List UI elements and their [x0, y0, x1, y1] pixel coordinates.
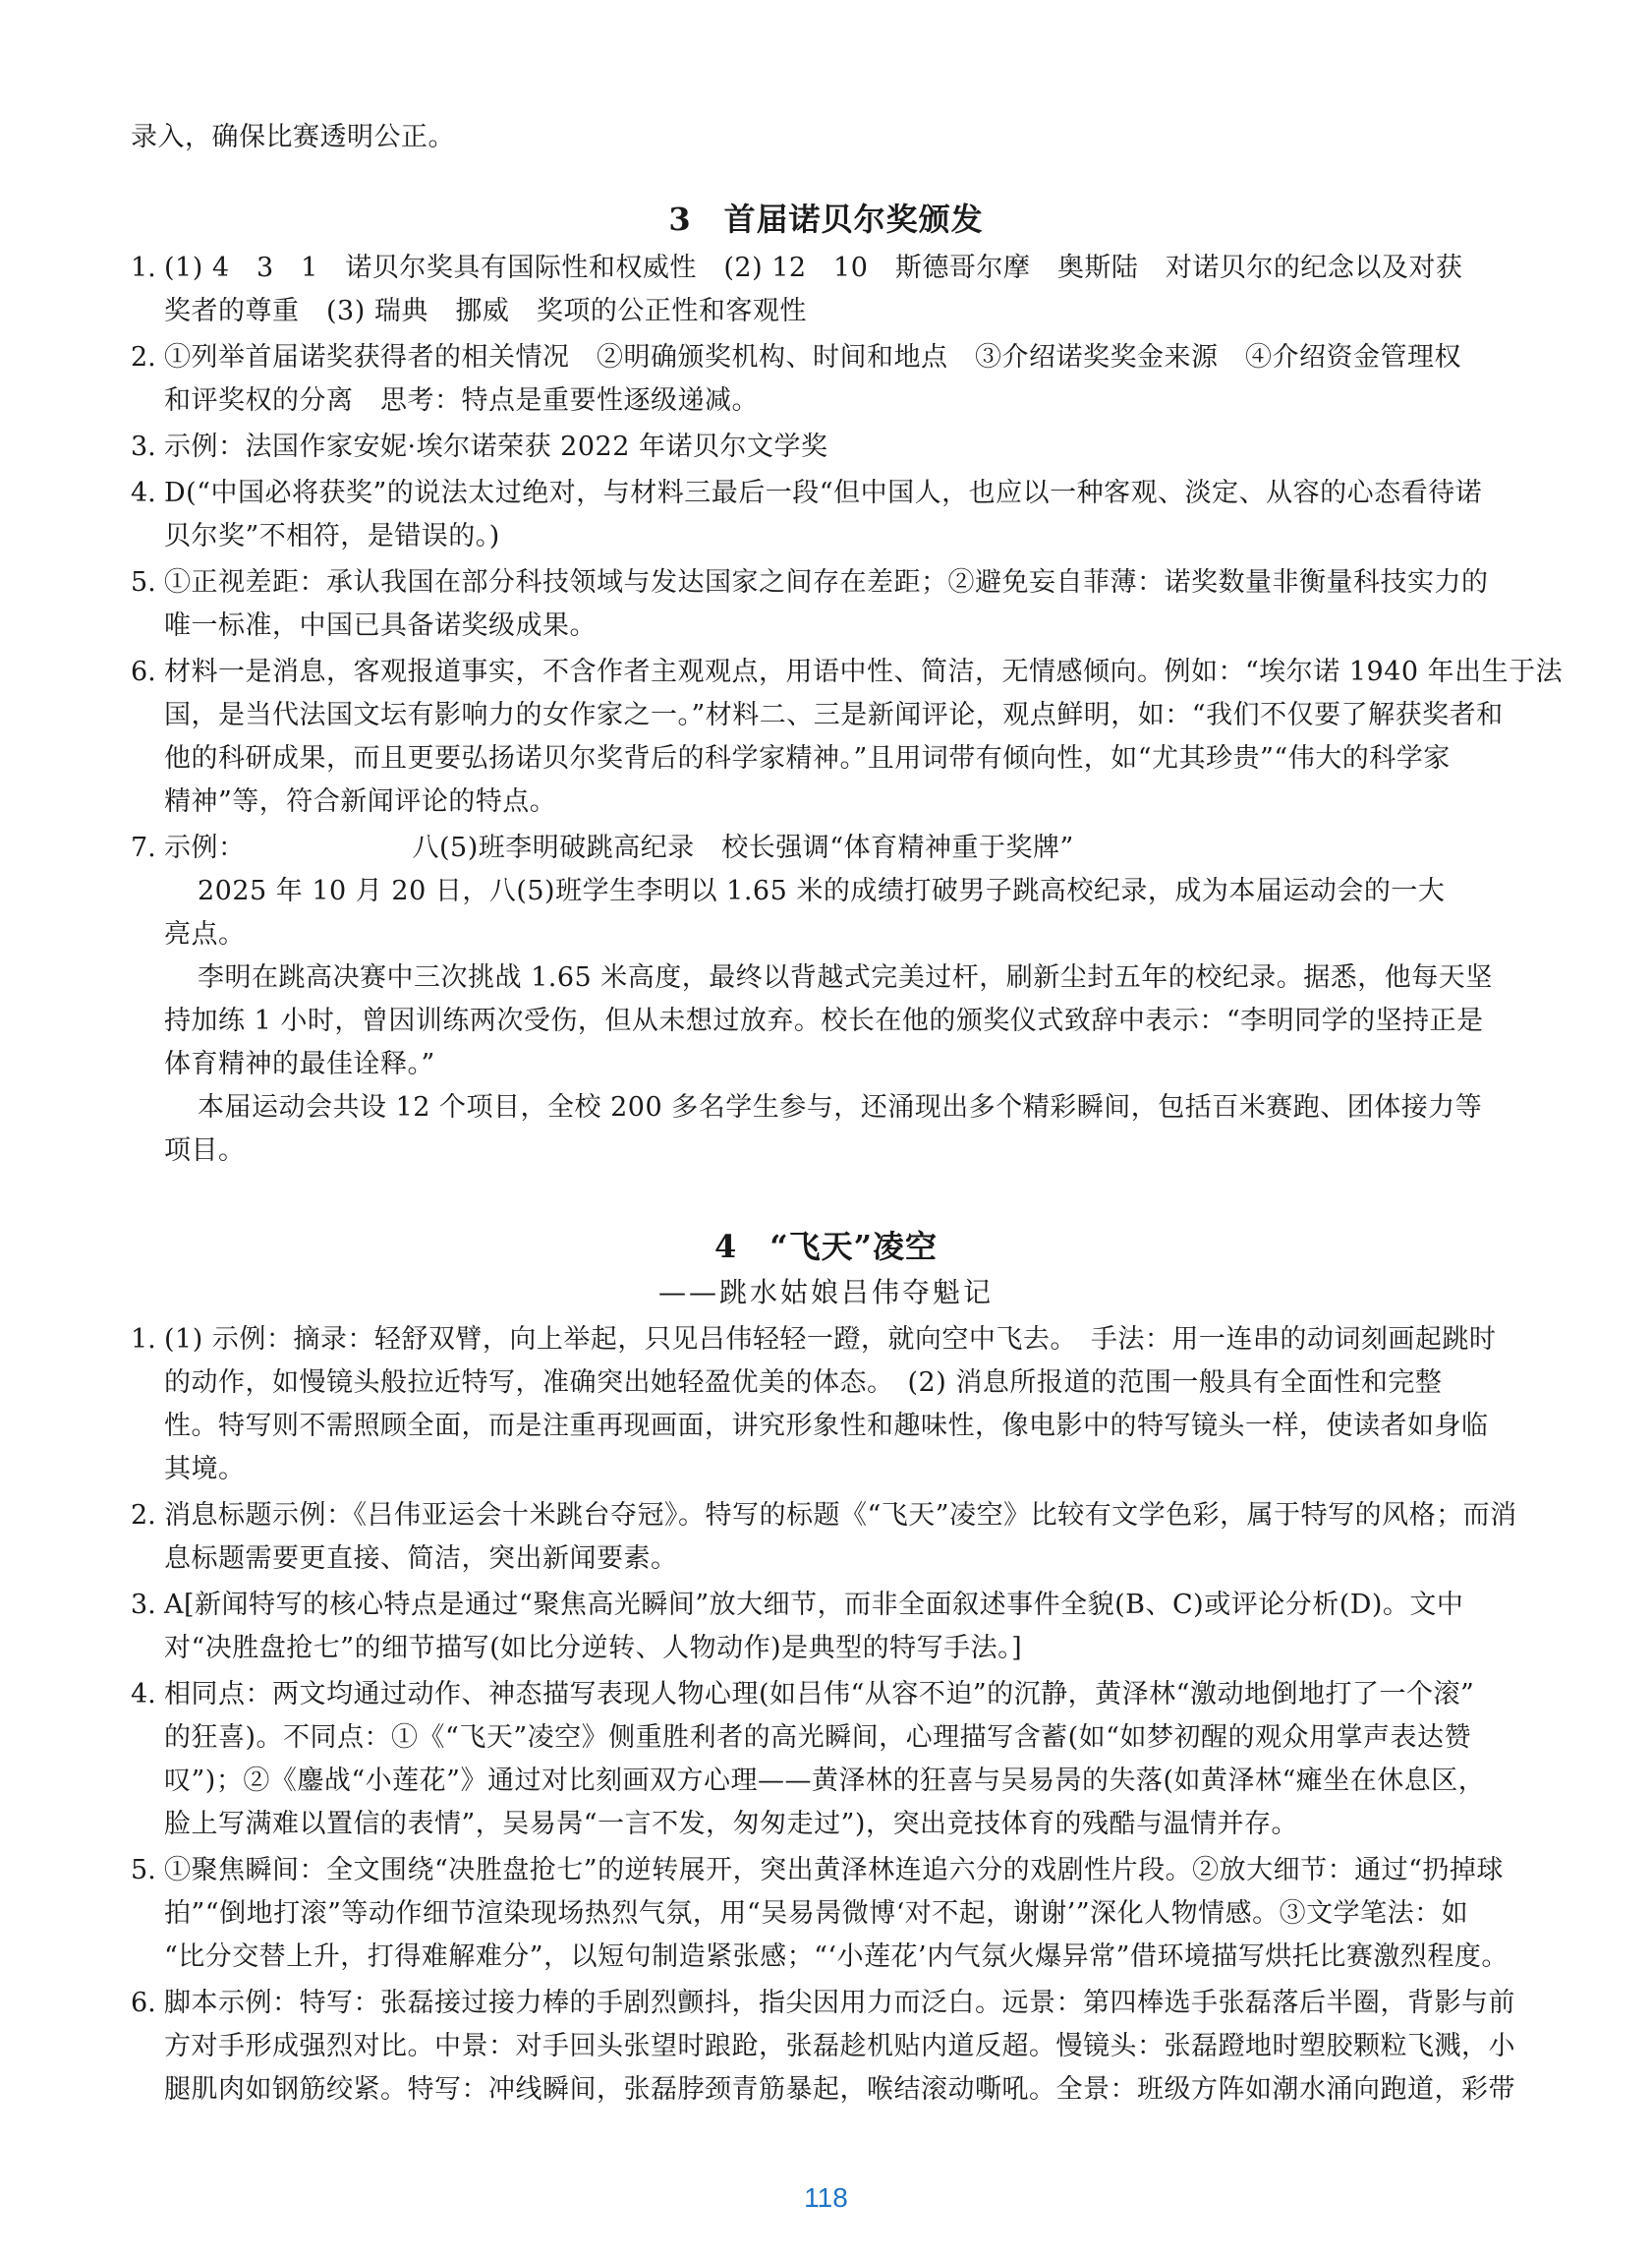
item-line: “比分交替上升，打得难解难分”，以短句制造紧张感；“‘小莲花’内气氛火爆异常”借环境描写烘托比赛激烈程度。 [164, 1941, 1509, 1972]
item-line: 奖者的尊重 (3) 瑞典 挪威 奖项的公正性和客观性 [164, 296, 807, 326]
item-line: 唯一标准，中国已具备诺奖级成果。 [164, 610, 597, 641]
item-line: 的动作，如慢镜头般拉近特写，准确突出她轻盈优美的体态。 (2) 消息所报道的范围一般具有全面性和完整 [164, 1367, 1443, 1398]
item-line: 其境。 [164, 1454, 246, 1484]
section-4-items [131, 1318, 1521, 2112]
item-number: 6. [131, 657, 156, 687]
item-number: 1. [131, 253, 156, 283]
item-number: 4. [131, 478, 156, 508]
news-paragraph-line: 李明在跳高决赛中三次挑战 1.65 米高度，最终以背越式完美过杆，刷新尘封五年的校纪录。据悉，他每天坚 [198, 962, 1493, 993]
item-line: 脚本示例：特写：张磊接过接力棒的手剧烈颤抖，指尖因用力而泛白。远景：第四棒选手张磊落后半圈，背影与前 [164, 1988, 1515, 2018]
item-number: 4. [131, 1679, 156, 1709]
s3-item-7 [131, 827, 1521, 870]
page-content [131, 116, 1564, 2112]
section-4-title: 4 “飞天”凌空 [713, 1228, 939, 1265]
item-line: 消息标题示例：《吕伟亚运会十米跳台夺冠》。特写的标题《“飞天”凌空》比较有文学色彩，属于特写的风格；而消 [164, 1500, 1517, 1531]
item-line: 方对手形成强烈对比。中景：对手回头张望时踉跄，张磊趁机贴内道反超。慢镜头：张磊蹬地时塑胶颗粒飞溅，小 [164, 2031, 1515, 2061]
item-line: ①列举首届诺奖获得者的相关情况 ②明确颁奖机构、时间和地点 ③介绍诺奖奖金来源 ④介绍资金管理权 [164, 342, 1461, 373]
item-number: 2. [131, 342, 156, 373]
s3-item-5 [131, 561, 1521, 648]
s4-item-4 [131, 1673, 1521, 1846]
news-paragraph-line: 体育精神的最佳诠释。” [164, 1049, 435, 1079]
item-line: (1) 示例：摘录：轻舒双臂，向上举起，只见吕伟轻轻一蹬，就向空中飞去。 手法：用一连串的动词刻画起跳时 [164, 1324, 1497, 1355]
item-line: 和评奖权的分离 思考：特点是重要性逐级递减。 [164, 385, 759, 416]
s4-item-2 [131, 1494, 1521, 1581]
item-number: 5. [131, 567, 156, 598]
item-line: 性。特写则不需照顾全面，而是注重再现画面，讲究形象性和趣味性，像电影中的特写镜头一样，使读者如身临 [164, 1411, 1489, 1441]
item-line: 腿肌肉如钢筋绞紧。特写：冲线瞬间，张磊脖颈青筋暴起，喉结滚动嘶吼。全景：班级方阵如潮水涌向跑道，彩带 [164, 2074, 1515, 2105]
item-line: 叹”)；②《鏖战“小莲花”》通过对比刻画双方心理——黄泽林的狂喜与吴易昺的失落(如黄泽林“瘫坐在休息区， [164, 1766, 1486, 1796]
news-headline: 八(5)班李明破跳高纪录 校长强调“体育精神重于奖牌” [412, 833, 1074, 863]
news-paragraph-line: 本届运动会共设 12 个项目，全校 200 多名学生参与，还涌现出多个精彩瞬间，包括百米赛跑、团体接力等 [198, 1092, 1483, 1123]
s4-item-6 [131, 1982, 1521, 2112]
item-number: 3. [131, 1590, 156, 1620]
page-number: 118 [804, 2182, 848, 2213]
item-line: 的狂喜)。不同点：①《“飞天”凌空》侧重胜利者的高光瞬间，心理描写含蓄(如“如梦初醒的观众用掌声表达赞 [164, 1722, 1471, 1753]
s3-item-2 [131, 336, 1521, 423]
item-line: 国，是当代法国文坛有影响力的女作家之一。”材料二、三是新闻评论，观点鲜明，如：“我们不仅要了解获奖者和 [164, 700, 1504, 730]
item-line: 息标题需要更直接、简洁，突出新闻要素。 [164, 1543, 678, 1574]
item-line: 拍”“倒地打滚”等动作细节渲染现场热烈气氛，用“吴易昺微博‘对不起，谢谢’”深化人物情感。③文学笔法：如 [164, 1898, 1469, 1929]
section-4-subtitle: ——跳水姑娘吕伟夺魁记 [657, 1276, 994, 1308]
item-number: 2. [131, 1500, 156, 1531]
item-line: 相同点：两文均通过动作、神态描写表现人物心理(如吕伟“从容不迫”的沉静，黄泽林“激动地倒地打了一个滚” [164, 1679, 1475, 1709]
item-line: 示例：法国作家安妮·埃尔诺荣获 2022 年诺贝尔文学奖 [164, 432, 828, 462]
s3-item-1 [131, 247, 1521, 333]
item-line: 贝尔奖”不相符，是错误的。) [164, 521, 500, 551]
section-3-items [131, 247, 1564, 1173]
item-line: (1) 4 3 1 诺贝尔奖具有国际性和权威性 (2) 12 10 斯德哥尔摩 奥斯陆 对诺贝尔的纪念以及对获 [164, 253, 1463, 283]
s3-item-6 [131, 651, 1564, 824]
news-paragraph-line: 项目。 [164, 1135, 246, 1166]
item-number: 6. [131, 1988, 156, 2018]
s3-item-3 [131, 426, 1521, 469]
item-line: A[新闻特写的核心特点是通过“聚焦高光瞬间”放大细节，而非全面叙述事件全貌(B、C)或评论分析(D)。文中 [164, 1590, 1464, 1620]
item-line: D(“中国必将获奖”的说法太过绝对，与材料三最后一段“但中国人，也应以一种客观、淡定、从容的心态看待诺 [164, 478, 1483, 508]
news-paragraph-line: 持加练 1 小时，曾因训练两次受伤，但从未想过放弃。校长在他的颁奖仪式致辞中表示：“李明同学的坚持正是 [164, 1006, 1484, 1036]
s4-item-5 [131, 1849, 1521, 1979]
item-number: 3. [131, 432, 156, 462]
item-line: 材料一是消息，客观报道事实，不含作者主观观点，用语中性、简洁，无情感倾向。例如：“埃尔诺 1940 年出生于法 [164, 657, 1564, 687]
item-number: 7. [131, 833, 156, 863]
example-label: 示例： [164, 833, 246, 863]
item-line: ①正视差距：承认我国在部分科技领域与发达国家之间存在差距；②避免妄自菲薄：诺奖数量非衡量科技实力的 [164, 567, 1489, 598]
s3-item-4 [131, 472, 1521, 558]
item-line: ①聚焦瞬间：全文围绕“决胜盘抢七”的逆转展开，突出黄泽林连追六分的戏剧性片段。②放大细节：通过“扔掉球 [164, 1855, 1504, 1885]
s4-item-3 [131, 1584, 1521, 1670]
item-line: 他的科研成果，而且更要弘扬诺贝尔奖背后的科学家精神。”且用词带有倾向性，如“尤其珍贵”“伟大的科学家 [164, 743, 1451, 774]
item-line: 精神”等，符合新闻评论的特点。 [164, 786, 557, 817]
item-line: 对“决胜盘抢七”的细节描写(如比分逆转、人物动作)是典型的特写手法。] [164, 1633, 1023, 1663]
section-3-title: 3 首届诺贝尔奖颁发 [668, 201, 984, 238]
news-paragraph-line: 亮点。 [164, 919, 246, 950]
news-headline-line [164, 827, 1521, 870]
item-number: 5. [131, 1855, 156, 1885]
intro-line: 录入，确保比赛透明公正。 [131, 122, 455, 152]
item-number: 1. [131, 1324, 156, 1355]
item-line: 脸上写满难以置信的表情”，吴易昺“一言不发，匆匆走过”)，突出竞技体育的残酷与温情并存。 [164, 1809, 1298, 1839]
news-body [131, 870, 1521, 1173]
s4-item-1 [131, 1318, 1521, 1491]
news-paragraph-line: 2025 年 10 月 20 日，八(5)班学生李明以 1.65 米的成绩打破男子跳高校纪录，成为本届运动会的一大 [198, 876, 1446, 906]
